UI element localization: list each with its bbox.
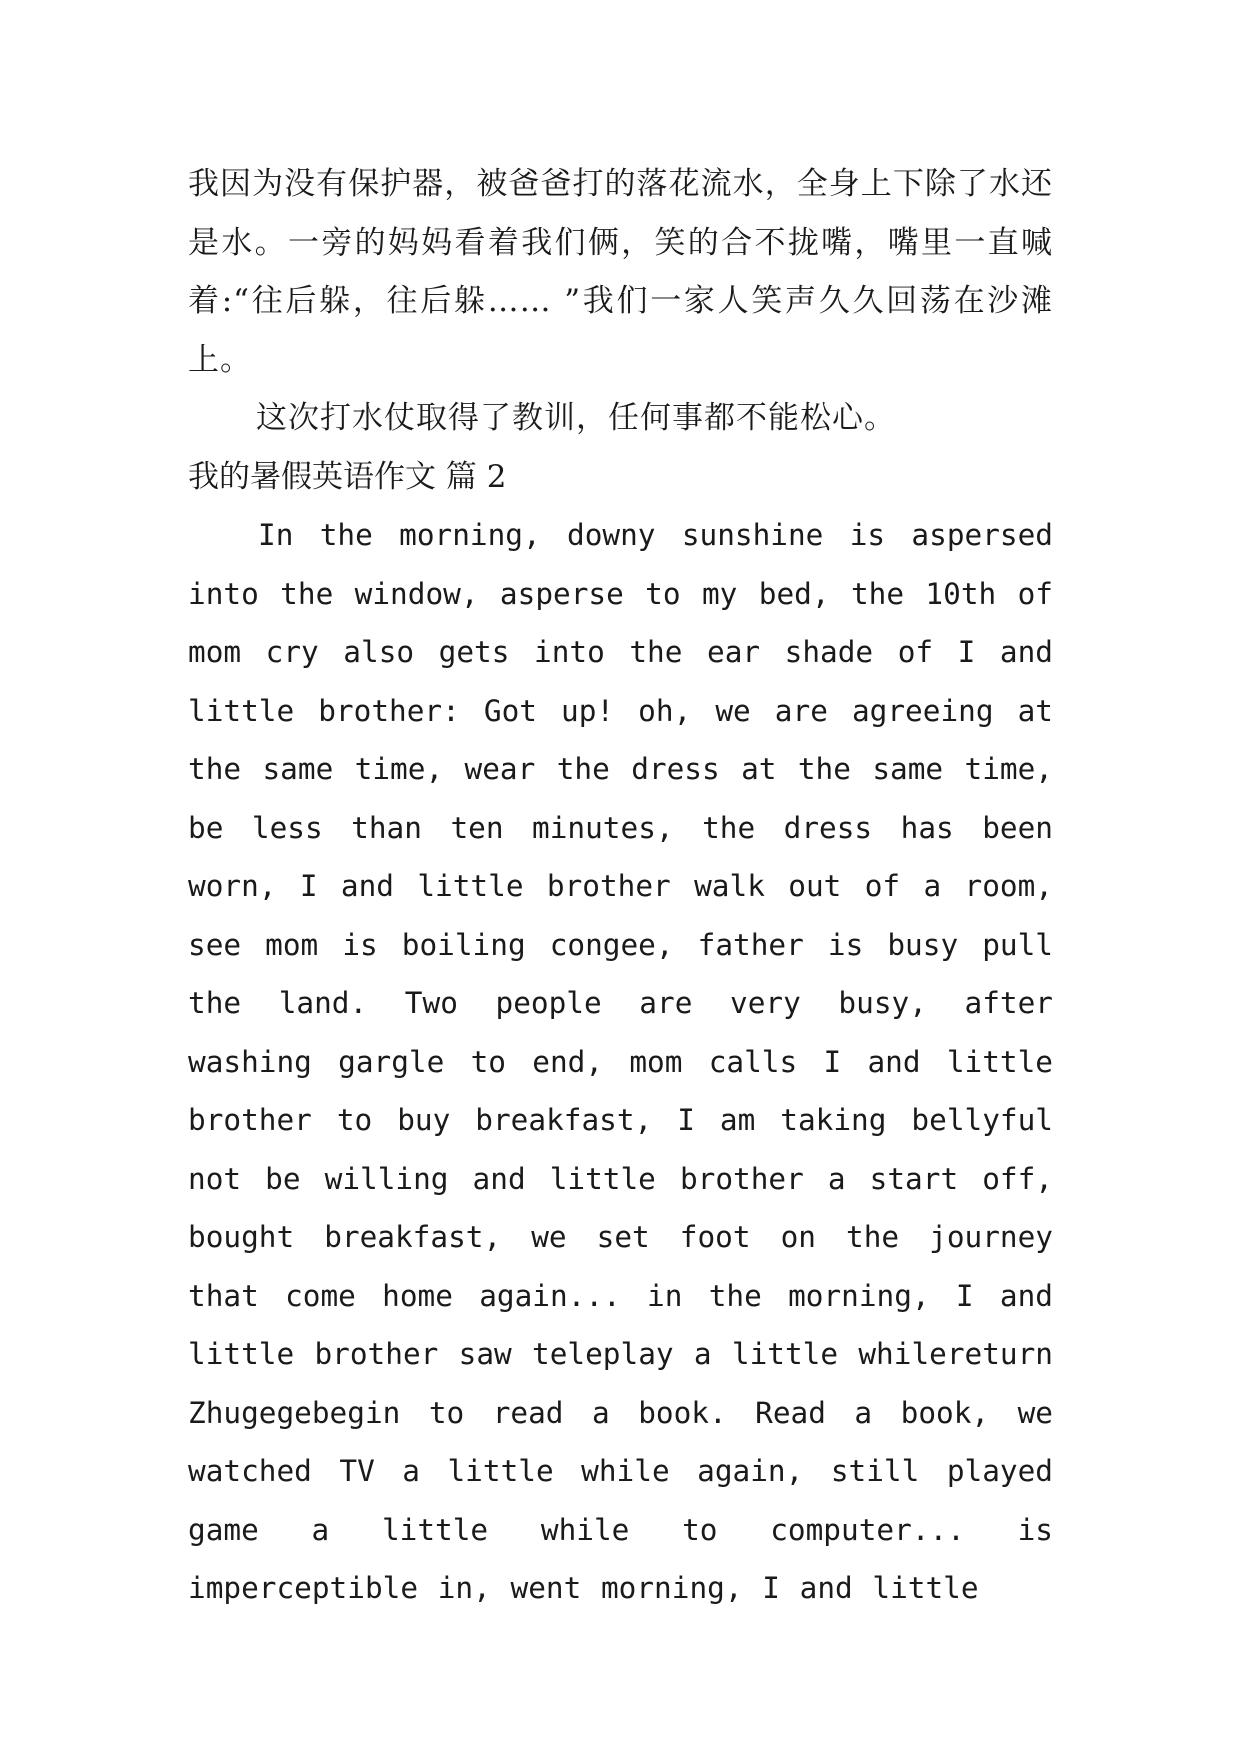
paragraph-english-essay: In the morning, downy sunshine is aspersed into the window, asperse to my bed, the 10th of mom cry also gets into the ear shade of I and little brother: Got up! oh, we are agreeing at the same time, wear the dress at the same time, be less than ten minutes, the dress has been worn, I and little brother walk out of a room, see mom is boiling congee, father is busy pull the land. Two people are very busy, after washing gargle to end, mom calls I and little brother to buy breakfast, I am taking bellyful not be willing and little brother a start off, bought breakfast, we set foot on the journey that come home again... in the morning, I and little brother saw teleplay a little whilereturn Zhugegebegin to read a book. Read a book, we watched TV a little while again, still played game a little while to computer... is imperceptible in, went morning, I and little — [188, 518, 1053, 1605]
paragraph-water-fight: 我因为没有保护器，被爸爸打的落花流水，全身上下除了水还是水。一旁的妈妈看着我们俩，笑的合不拢嘴，嘴里一直喊着:“往后躲，往后躲…… ”我们一家人笑声久久回荡在沙滩上。 — [188, 166, 1053, 378]
document-page — [188, 155, 1053, 1618]
paragraph-lesson: 这次打水仗取得了教训，任何事都不能松心。 — [256, 400, 896, 436]
section-heading: 我的暑假英语作文 篇 2 — [188, 458, 507, 495]
